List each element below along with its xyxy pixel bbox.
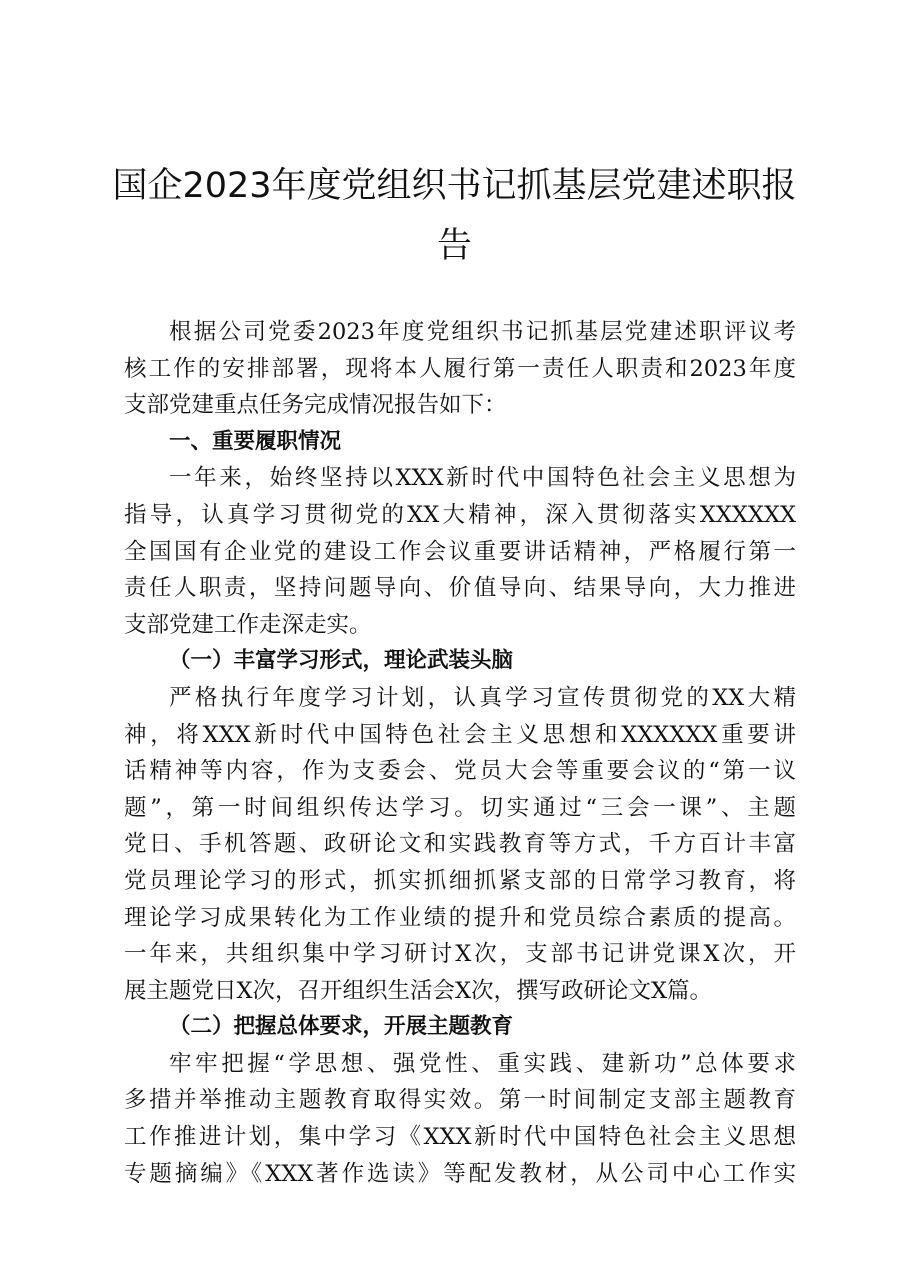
paragraph-line: 一年来，始终坚持以XXX新时代中国特色社会主义思想为 [169, 465, 796, 492]
intro-paragraph-line: 支部党建重点任务完成情况报告如下： [124, 392, 507, 419]
paragraph-line: 题”，第一时间组织传达学习。切实通过“三会一课”、主题 [124, 794, 796, 821]
paragraph-line: 全国国有企业党的建设工作会议重要讲话精神，严格履行第一 [124, 538, 796, 565]
paragraph-line: 党员理论学习的形式，抓实抓细抓紧支部的日常学习教育，将 [124, 867, 796, 894]
paragraph-line: 责任人职责，坚持问题导向、价值导向、结果导向，大力推进 [124, 575, 796, 602]
paragraph-line: 话精神等内容，作为支委会、党员大会等重要会议的“第一议 [124, 758, 796, 785]
document-title: 国企2023年度党组织书记抓基层党建述职报 [112, 166, 797, 206]
subsection-heading: （二）把握总体要求，开展主题教育 [169, 1014, 514, 1040]
intro-paragraph-line: 根据公司党委2023年度党组织书记抓基层党建述职评议考 [169, 319, 796, 345]
paragraph-line: 工作推进计划，集中学习《XXX新时代中国特色社会主义思想 [124, 1124, 796, 1151]
subsection-heading: （一）丰富学习形式，理论武装头脑 [169, 648, 514, 674]
section-heading: 一、重要履职情况 [169, 428, 342, 454]
paragraph-line: 展主题党日X次，召开组织生活会X次，撰写政研论文X篇。 [124, 977, 713, 1004]
paragraph-line: 理论学习成果转化为工作业绩的提升和党员综合素质的提高。 [124, 904, 796, 931]
paragraph-line: 党日、手机答题、政研论文和实践教育等方式，千方百计丰富 [124, 831, 796, 858]
paragraph-line: 一年来，共组织集中学习研讨X次，支部书记讲党课X次，开 [124, 941, 796, 968]
paragraph-line: 指导，认真学习贯彻党的XX大精神，深入贯彻落实XXXXXX [124, 501, 796, 528]
paragraph-line: 支部党建工作走深走实。 [124, 611, 372, 638]
document-body [124, 314, 796, 1192]
paragraph-line: 多措并举推动主题教育取得实效。第一时间制定支部主题教育 [124, 1087, 796, 1114]
paragraph-line: 严格执行年度学习计划，认真学习宣传贯彻党的XX大精 [169, 684, 796, 711]
paragraph-line: 专题摘编》《XXX著作选读》等配发教材，从公司中心工作实 [124, 1160, 796, 1187]
paragraph-line: 牢牢把握“学思想、强党性、重实践、建新功”总体要求 [169, 1050, 796, 1077]
intro-paragraph-line: 核工作的安排部署，现将本人履行第一责任人职责和2023年度 [124, 355, 796, 382]
paragraph-line: 神，将XXX新时代中国特色社会主义思想和XXXXXX重要讲 [124, 721, 796, 748]
document-title-continued: 告 [436, 226, 472, 266]
